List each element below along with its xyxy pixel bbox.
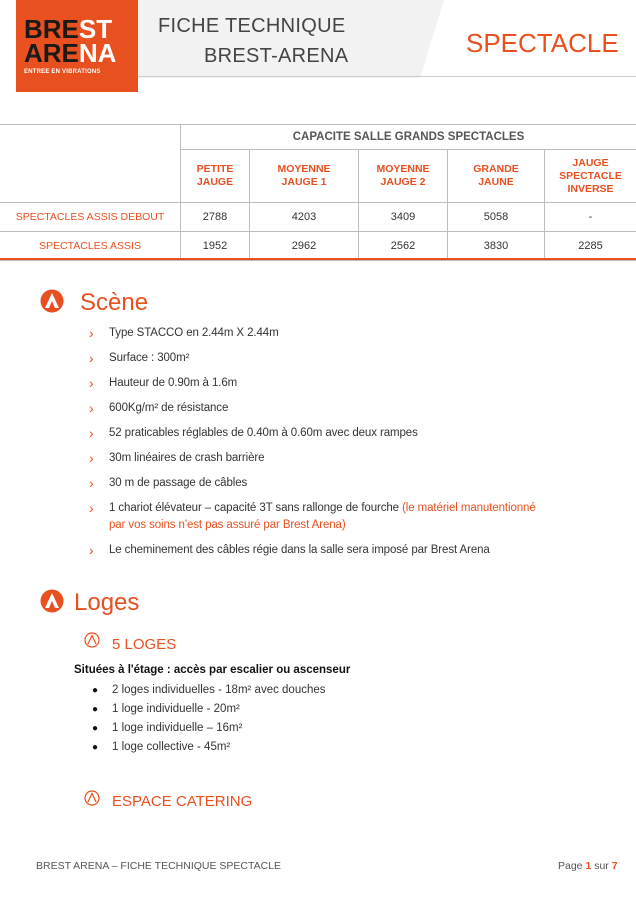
list-item: 52 praticables réglables de 0.40m à 0.60m avec deux rampes [109,427,418,439]
chevron-right-icon: › [89,500,94,516]
chevron-right-icon: › [89,375,94,391]
row-label: SPECTACLES ASSIS DEBOUT [0,203,181,232]
section-title-scene: Scène [80,289,149,316]
list-item: 2 loges individuelles - 18m² avec douches [112,684,326,696]
doc-category: SPECTACLE [466,28,619,58]
table-cell: 3409 [359,203,448,232]
list-item: Surface : 300m² [109,352,190,364]
logo-text-2a: ARE [24,38,79,68]
table-row [0,203,636,232]
chevron-right-icon: › [89,450,94,466]
capacity-table [0,124,636,261]
footer-doc-title: BREST ARENA – FICHE TECHNIQUE SPECTACLE [36,860,282,872]
brest-arena-logo [16,0,138,92]
row-label: SPECTACLES ASSIS [0,232,181,261]
logo-text-2b: NA [78,38,117,68]
table-corner-cell [0,125,181,203]
bullet-icon: ● [92,742,99,753]
footer-page-number: Page 1 sur 7 [558,860,618,872]
access-note: Situées à l'étage : accès par escalier ou ascenseur [74,664,351,676]
list-item: Type STACCO en 2.44m X 2.44m [109,327,279,339]
list-item-chariot: 1 chariot élévateur – capacité 3T sans rallonge de fourche (le matériel manutentionné [109,502,536,514]
doc-title-line1: FICHE TECHNIQUE [158,15,346,37]
chevron-right-icon: › [89,542,94,558]
col-header-jauge-spectacle-inverse: JAUGE SPECTACLE INVERSE [545,150,636,203]
chevron-right-icon: › [89,425,94,441]
table-row [0,232,636,261]
col-header-moyenne-jauge-2: MOYENNE JAUGE 2 [359,150,448,203]
chevron-right-icon: › [89,325,94,341]
list-item: 600Kg/m² de résistance [109,402,229,414]
list-item: Hauteur de 0.90m à 1.6m [109,377,238,389]
table-cell: 2562 [359,232,448,261]
table-title: CAPACITE SALLE GRANDS SPECTACLES [181,125,636,150]
chevron-right-icon: › [89,350,94,366]
list-item: 1 loge collective - 45m² [112,741,231,753]
table-cell: 4203 [250,203,359,232]
list-item: 1 loge individuelle - 20m² [112,703,240,715]
logo-text-1b: ST [78,14,113,44]
col-header-petite-jauge: PETITE JAUGE [181,150,250,203]
header-rule [138,76,636,77]
bullet-icon: ● [92,723,99,734]
col-header-moyenne-jauge-1: MOYENNE JAUGE 1 [250,150,359,203]
doc-title-line2: BREST-ARENA [204,45,349,67]
section-title-loges: Loges [74,589,140,616]
table-cell: 5058 [448,203,545,232]
subsection-title-loges: 5 LOGES [112,636,177,653]
bullet-icon: ● [92,685,99,696]
table-cell: 2285 [545,232,636,261]
bullet-icon: ● [92,704,99,715]
arena-outline-icon [84,632,100,648]
table-cell: 3830 [448,232,545,261]
table-cell: - [545,203,636,232]
table-cell: 2962 [250,232,359,261]
subsection-title-catering: ESPACE CATERING [112,793,253,810]
list-item: 30 m de passage de câbles [109,477,248,489]
col-header-grande-jaune: GRANDE JAUNE [448,150,545,203]
arena-outline-icon [84,790,100,806]
logo-tagline: ENTREE EN VIBRATIONS [24,69,101,75]
list-item: Le cheminement des câbles régie dans la salle sera imposé par Brest Arena [109,544,490,556]
table-bottom-rule [0,258,636,260]
logo-text-1a: BRE [24,14,79,44]
page-header [0,0,636,120]
list-item: 30m linéaires de crash barrière [109,452,265,464]
arena-section-icon [40,589,64,613]
arena-section-icon [40,289,64,313]
chevron-right-icon: › [89,400,94,416]
table-cell: 1952 [181,232,250,261]
chevron-right-icon: › [89,475,94,491]
list-item: 1 loge individuelle – 16m² [112,722,243,734]
table-cell: 2788 [181,203,250,232]
list-item-chariot-note: par vos soins n'est pas assuré par Brest Arena) [109,519,346,531]
